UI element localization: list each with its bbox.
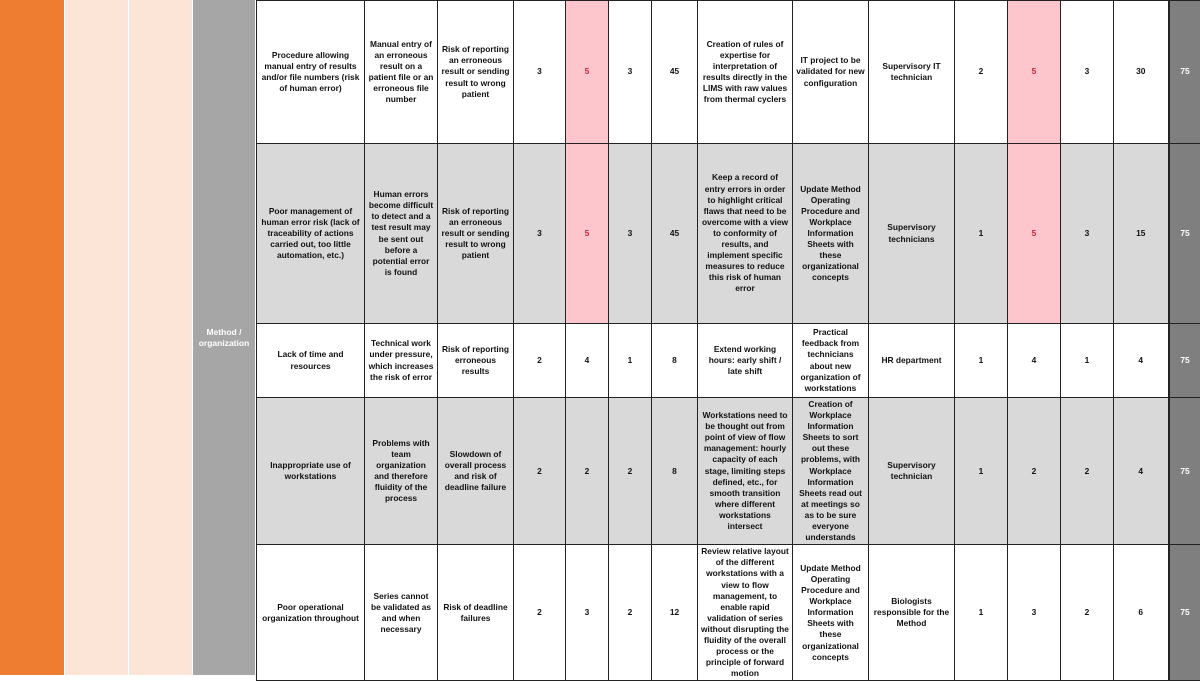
rpn-cell: 8 bbox=[652, 398, 698, 545]
effect-cell: Risk of reporting erroneous results bbox=[438, 324, 514, 398]
table-row bbox=[257, 545, 1200, 681]
responsible-cell: Supervisory IT technician bbox=[869, 1, 955, 144]
failure-cell: Poor operational organization throughout bbox=[257, 545, 365, 681]
left-peach-column-2 bbox=[129, 0, 193, 675]
rpn-cell: 8 bbox=[652, 324, 698, 398]
cause-cell: Manual entry of an erroneous result on a patient file or an erroneous file number bbox=[365, 1, 438, 144]
effect-cell: Risk of reporting an erroneous result or sending result to wrong patient bbox=[438, 144, 514, 324]
effect-cell: Risk of deadline failures bbox=[438, 545, 514, 681]
table-row bbox=[257, 398, 1200, 545]
means-cell: IT project to be validated for new configuration bbox=[793, 1, 869, 144]
rpn-after-cell: 4 bbox=[1114, 398, 1169, 545]
gravity-after-cell: 1 bbox=[955, 324, 1008, 398]
rpn-cell: 45 bbox=[652, 1, 698, 144]
gravity-after-cell: 2 bbox=[955, 1, 1008, 144]
total-cell: 75 bbox=[1169, 545, 1200, 681]
action-cell: Workstations need to be thought out from point of view of flow management: hourly capacity of each stage, limiting steps defined, etc., for smooth transition where different workstations intersect bbox=[698, 398, 793, 545]
frequency-after-cell: 5 bbox=[1008, 1, 1061, 144]
detection-cell: 1 bbox=[609, 324, 652, 398]
detection-after-cell: 2 bbox=[1061, 398, 1114, 545]
frequency-after-cell: 4 bbox=[1008, 324, 1061, 398]
cause-cell: Technical work under pressure, which increases the risk of error bbox=[365, 324, 438, 398]
rpn-after-cell: 15 bbox=[1114, 144, 1169, 324]
frequency-after-cell: 3 bbox=[1008, 545, 1061, 681]
rpn-cell: 12 bbox=[652, 545, 698, 681]
means-cell: Creation of Workplace Information Sheets to sort out these problems, with Workplace Information Sheets read out at meetings so as to be sure everyone understands bbox=[793, 398, 869, 545]
frequency-cell: 5 bbox=[566, 144, 609, 324]
total-cell: 75 bbox=[1169, 398, 1200, 545]
frequency-after-cell: 5 bbox=[1008, 144, 1061, 324]
rpn-after-cell: 30 bbox=[1114, 1, 1169, 144]
left-orange-column bbox=[0, 0, 65, 675]
cause-cell: Human errors become difficult to detect and a test result may be sent out before a potential error is found bbox=[365, 144, 438, 324]
effect-cell: Risk of reporting an erroneous result or sending result to wrong patient bbox=[438, 1, 514, 144]
detection-cell: 3 bbox=[609, 1, 652, 144]
gravity-cell: 2 bbox=[514, 324, 566, 398]
effect-cell: Slowdown of overall process and risk of deadline failure bbox=[438, 398, 514, 545]
means-cell: Update Method Operating Procedure and Workplace Information Sheets with these organizational concepts bbox=[793, 144, 869, 324]
failure-cell: Lack of time and resources bbox=[257, 324, 365, 398]
gravity-cell: 2 bbox=[514, 398, 566, 545]
action-cell: Creation of rules of expertise for interpretation of results directly in the LIMS with raw values from thermal cyclers bbox=[698, 1, 793, 144]
frequency-cell: 5 bbox=[566, 1, 609, 144]
table-row bbox=[257, 324, 1200, 398]
detection-after-cell: 3 bbox=[1061, 144, 1114, 324]
gravity-after-cell: 1 bbox=[955, 144, 1008, 324]
gravity-cell: 3 bbox=[514, 1, 566, 144]
frequency-cell: 4 bbox=[566, 324, 609, 398]
detection-cell: 2 bbox=[609, 398, 652, 545]
total-cell: 75 bbox=[1169, 1, 1200, 144]
failure-cell: Procedure allowing manual entry of results and/or file numbers (risk of human error) bbox=[257, 1, 365, 144]
action-cell: Extend working hours: early shift / late shift bbox=[698, 324, 793, 398]
detection-after-cell: 3 bbox=[1061, 1, 1114, 144]
rpn-cell: 45 bbox=[652, 144, 698, 324]
total-cell: 75 bbox=[1169, 324, 1200, 398]
responsible-cell: Supervisory technician bbox=[869, 398, 955, 545]
failure-cell: Inappropriate use of workstations bbox=[257, 398, 365, 545]
action-cell: Keep a record of entry errors in order to highlight critical flaws that need to be overcome with a view to conformity of results, and implement specific measures to reduce this risk of human error bbox=[698, 144, 793, 324]
detection-after-cell: 2 bbox=[1061, 545, 1114, 681]
gravity-cell: 3 bbox=[514, 144, 566, 324]
action-cell: Review relative layout of the different workstations with a view to flow management, to enable rapid validation of series without disrupting the fluidity of the overall process or the principle of forward motion bbox=[698, 545, 793, 681]
fmea-table bbox=[256, 0, 1200, 681]
total-cell: 75 bbox=[1169, 144, 1200, 324]
responsible-cell: HR department bbox=[869, 324, 955, 398]
responsible-cell: Biologists responsible for the Method bbox=[869, 545, 955, 681]
cause-cell: Problems with team organization and therefore fluidity of the process bbox=[365, 398, 438, 545]
means-cell: Update Method Operating Procedure and Workplace Information Sheets with these organizational concepts bbox=[793, 545, 869, 681]
rpn-after-cell: 4 bbox=[1114, 324, 1169, 398]
responsible-cell: Supervisory technicians bbox=[869, 144, 955, 324]
frequency-cell: 3 bbox=[566, 545, 609, 681]
gravity-after-cell: 1 bbox=[955, 545, 1008, 681]
category-label: Method / organization bbox=[193, 327, 255, 349]
left-peach-column-1 bbox=[65, 0, 129, 675]
table-row bbox=[257, 144, 1200, 324]
frequency-cell: 2 bbox=[566, 398, 609, 545]
table-row bbox=[257, 1, 1200, 144]
rpn-after-cell: 6 bbox=[1114, 545, 1169, 681]
detection-after-cell: 1 bbox=[1061, 324, 1114, 398]
gravity-cell: 2 bbox=[514, 545, 566, 681]
detection-cell: 2 bbox=[609, 545, 652, 681]
cause-cell: Series cannot be validated as and when necessary bbox=[365, 545, 438, 681]
gravity-after-cell: 1 bbox=[955, 398, 1008, 545]
failure-cell: Poor management of human error risk (lack of traceability of actions carried out, too little automation, etc.) bbox=[257, 144, 365, 324]
means-cell: Practical feedback from technicians about new organization of workstations bbox=[793, 324, 869, 398]
frequency-after-cell: 2 bbox=[1008, 398, 1061, 545]
detection-cell: 3 bbox=[609, 144, 652, 324]
